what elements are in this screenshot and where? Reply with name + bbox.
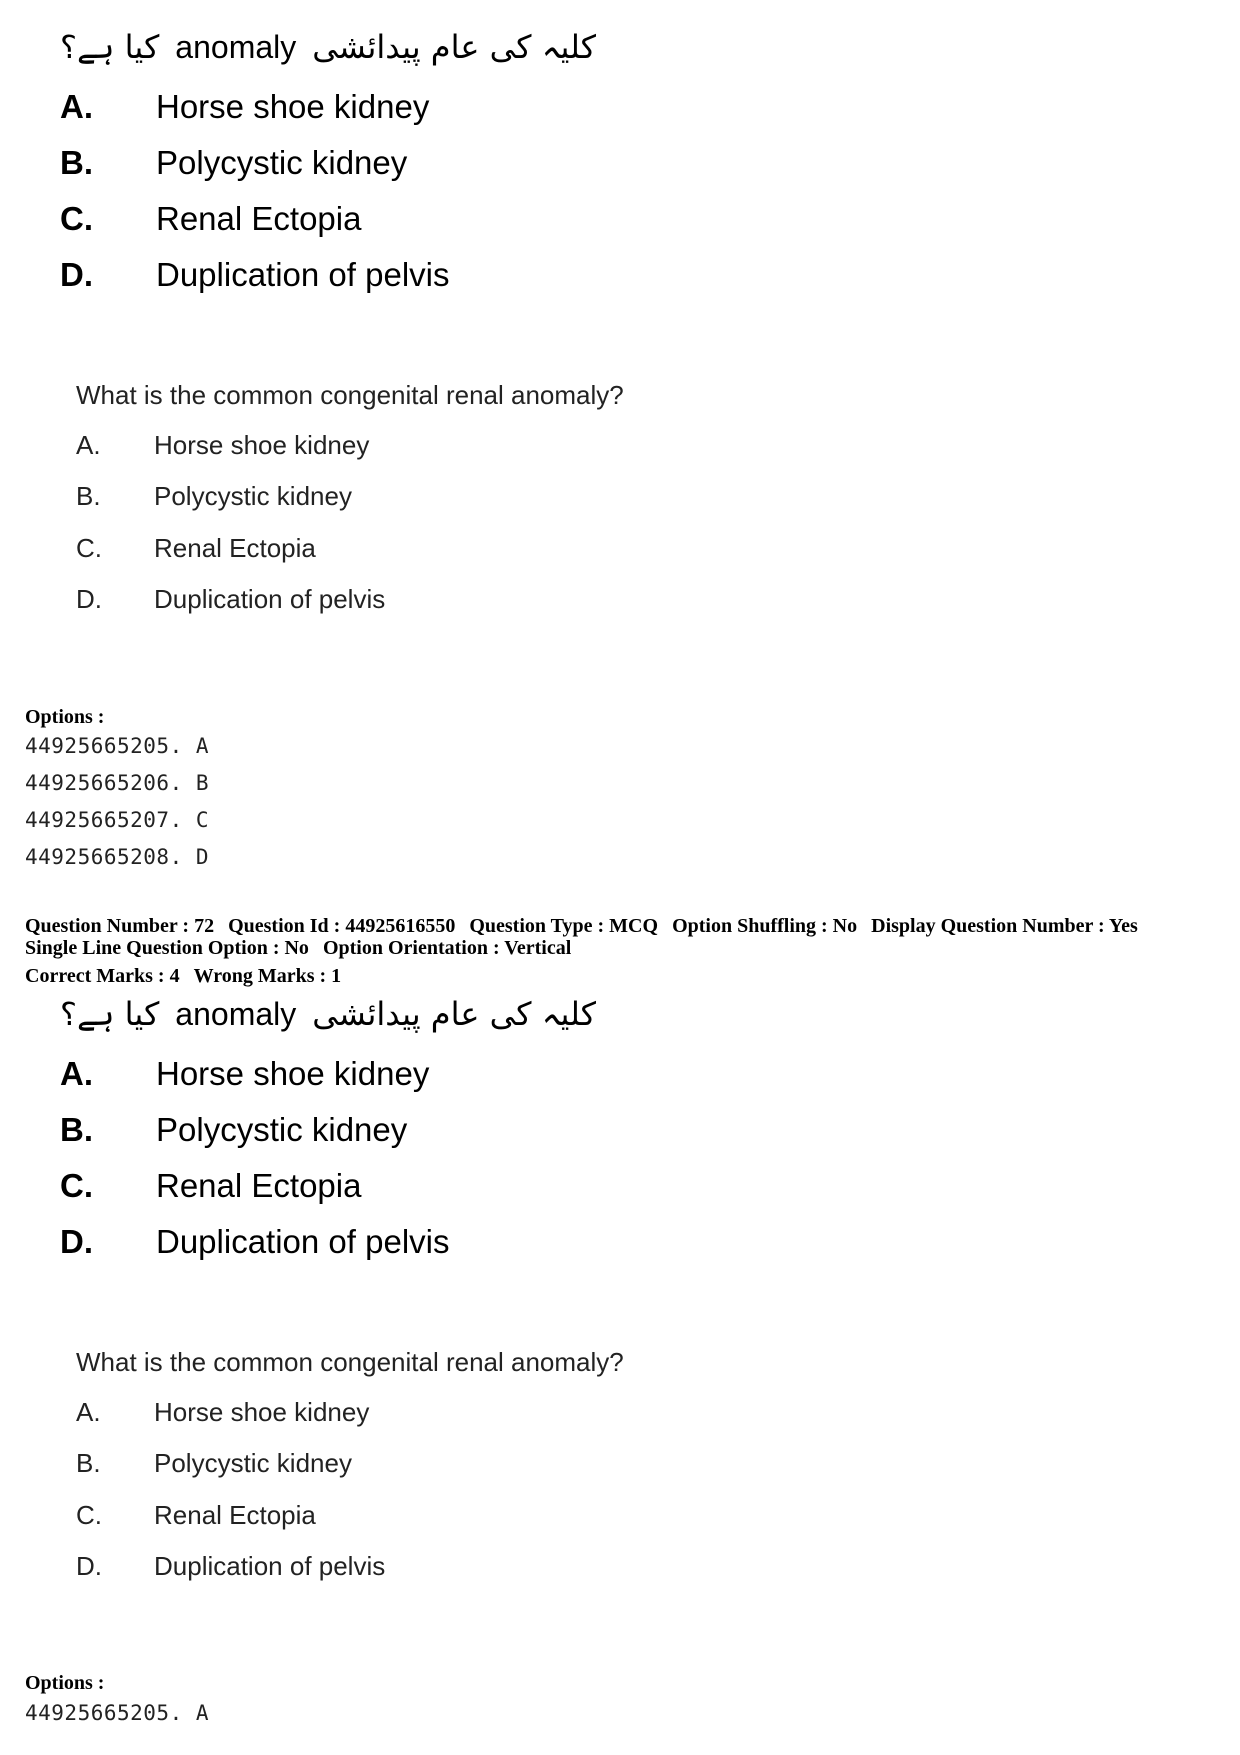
option-text: Polycystic kidney <box>156 144 408 181</box>
option-id-item: 44925665205. A <box>25 734 210 758</box>
question-type: Question Type : MCQ <box>469 915 659 937</box>
urdu-question <box>60 28 596 66</box>
question-meta-line-2 <box>25 937 585 960</box>
big-option-b <box>60 144 407 194</box>
option-text: Renal Ectopia <box>156 1167 362 1204</box>
option-text: Polycystic kidney <box>154 481 352 511</box>
option-text: Duplication of pelvis <box>156 256 450 293</box>
small-option-d <box>76 584 385 615</box>
small-option-d <box>76 1551 385 1582</box>
big-option-a <box>60 1055 429 1105</box>
urdu-prefix: کلیہ کی عام پیدائشی <box>312 995 596 1033</box>
option-text: Duplication of pelvis <box>154 1551 386 1581</box>
big-option-d <box>60 1223 450 1273</box>
option-text: Renal Ectopia <box>154 1500 316 1530</box>
option-text: Horse shoe kidney <box>154 1397 370 1427</box>
small-option-b <box>76 481 352 512</box>
option-text: Renal Ectopia <box>156 200 362 237</box>
english-question: What is the common congenital renal anomaly? <box>76 1347 624 1377</box>
option-letter: A. <box>60 1055 93 1092</box>
question-image-block-1 <box>0 0 1240 740</box>
english-question: What is the common congenital renal anomaly? <box>76 380 624 410</box>
option-letter: D. <box>76 1551 102 1581</box>
correct-marks: Correct Marks : 4 <box>25 965 180 987</box>
question-number: Question Number : 72 <box>25 915 215 937</box>
question-image-block-2 <box>0 967 1240 1707</box>
display-question-number: Display Question Number : Yes <box>871 915 1138 937</box>
option-letter: B. <box>60 1111 93 1148</box>
urdu-english-word: anomaly <box>175 996 297 1032</box>
option-letter: D. <box>60 1223 93 1260</box>
option-id-item: 44925665205. A <box>25 1701 210 1725</box>
big-option-c <box>60 1167 361 1217</box>
small-option-c <box>76 533 316 564</box>
option-text: Horse shoe kidney <box>156 1055 430 1092</box>
option-id-item: 44925665206. B <box>25 771 210 795</box>
urdu-english-word: anomaly <box>175 29 297 65</box>
option-text: Polycystic kidney <box>154 1448 352 1478</box>
option-letter: C. <box>60 1167 93 1204</box>
option-letter: B. <box>76 481 101 511</box>
big-option-d <box>60 256 450 306</box>
option-letter: D. <box>76 584 102 614</box>
option-letter: C. <box>76 533 102 563</box>
option-orientation: Option Orientation : Vertical <box>322 937 572 959</box>
option-shuffling: Option Shuffling : No <box>672 915 858 937</box>
small-option-a <box>76 430 369 461</box>
urdu-suffix: کیا ہے؟ <box>60 995 160 1033</box>
option-letter: D. <box>60 256 93 293</box>
big-option-a <box>60 88 429 138</box>
option-text: Duplication of pelvis <box>156 1223 450 1260</box>
option-text: Polycystic kidney <box>156 1111 408 1148</box>
question-meta-line-1 <box>25 915 1152 938</box>
big-option-b <box>60 1111 407 1161</box>
wrong-marks: Wrong Marks : 1 <box>193 965 342 987</box>
big-option-c <box>60 200 361 250</box>
option-text: Horse shoe kidney <box>156 88 430 125</box>
options-heading: Options : <box>25 1672 105 1694</box>
single-line-option: Single Line Question Option : No <box>25 937 309 959</box>
options-heading: Options : <box>25 706 105 728</box>
option-text: Renal Ectopia <box>154 533 316 563</box>
option-text: Duplication of pelvis <box>154 584 386 614</box>
option-id-item: 44925665207. C <box>25 808 210 832</box>
option-letter: A. <box>76 430 101 460</box>
option-letter: A. <box>76 1397 101 1427</box>
urdu-question <box>60 995 596 1033</box>
small-option-c <box>76 1500 316 1531</box>
option-id-item: 44925665208. D <box>25 845 210 869</box>
urdu-suffix: کیا ہے؟ <box>60 28 160 66</box>
option-letter: C. <box>60 200 93 237</box>
option-letter: B. <box>76 1448 101 1478</box>
option-letter: B. <box>60 144 93 181</box>
small-option-b <box>76 1448 352 1479</box>
question-id: Question Id : 44925616550 <box>228 915 456 937</box>
urdu-prefix: کلیہ کی عام پیدائشی <box>312 28 596 66</box>
option-letter: A. <box>60 88 93 125</box>
option-letter: C. <box>76 1500 102 1530</box>
small-option-a <box>76 1397 369 1428</box>
option-text: Horse shoe kidney <box>154 430 370 460</box>
